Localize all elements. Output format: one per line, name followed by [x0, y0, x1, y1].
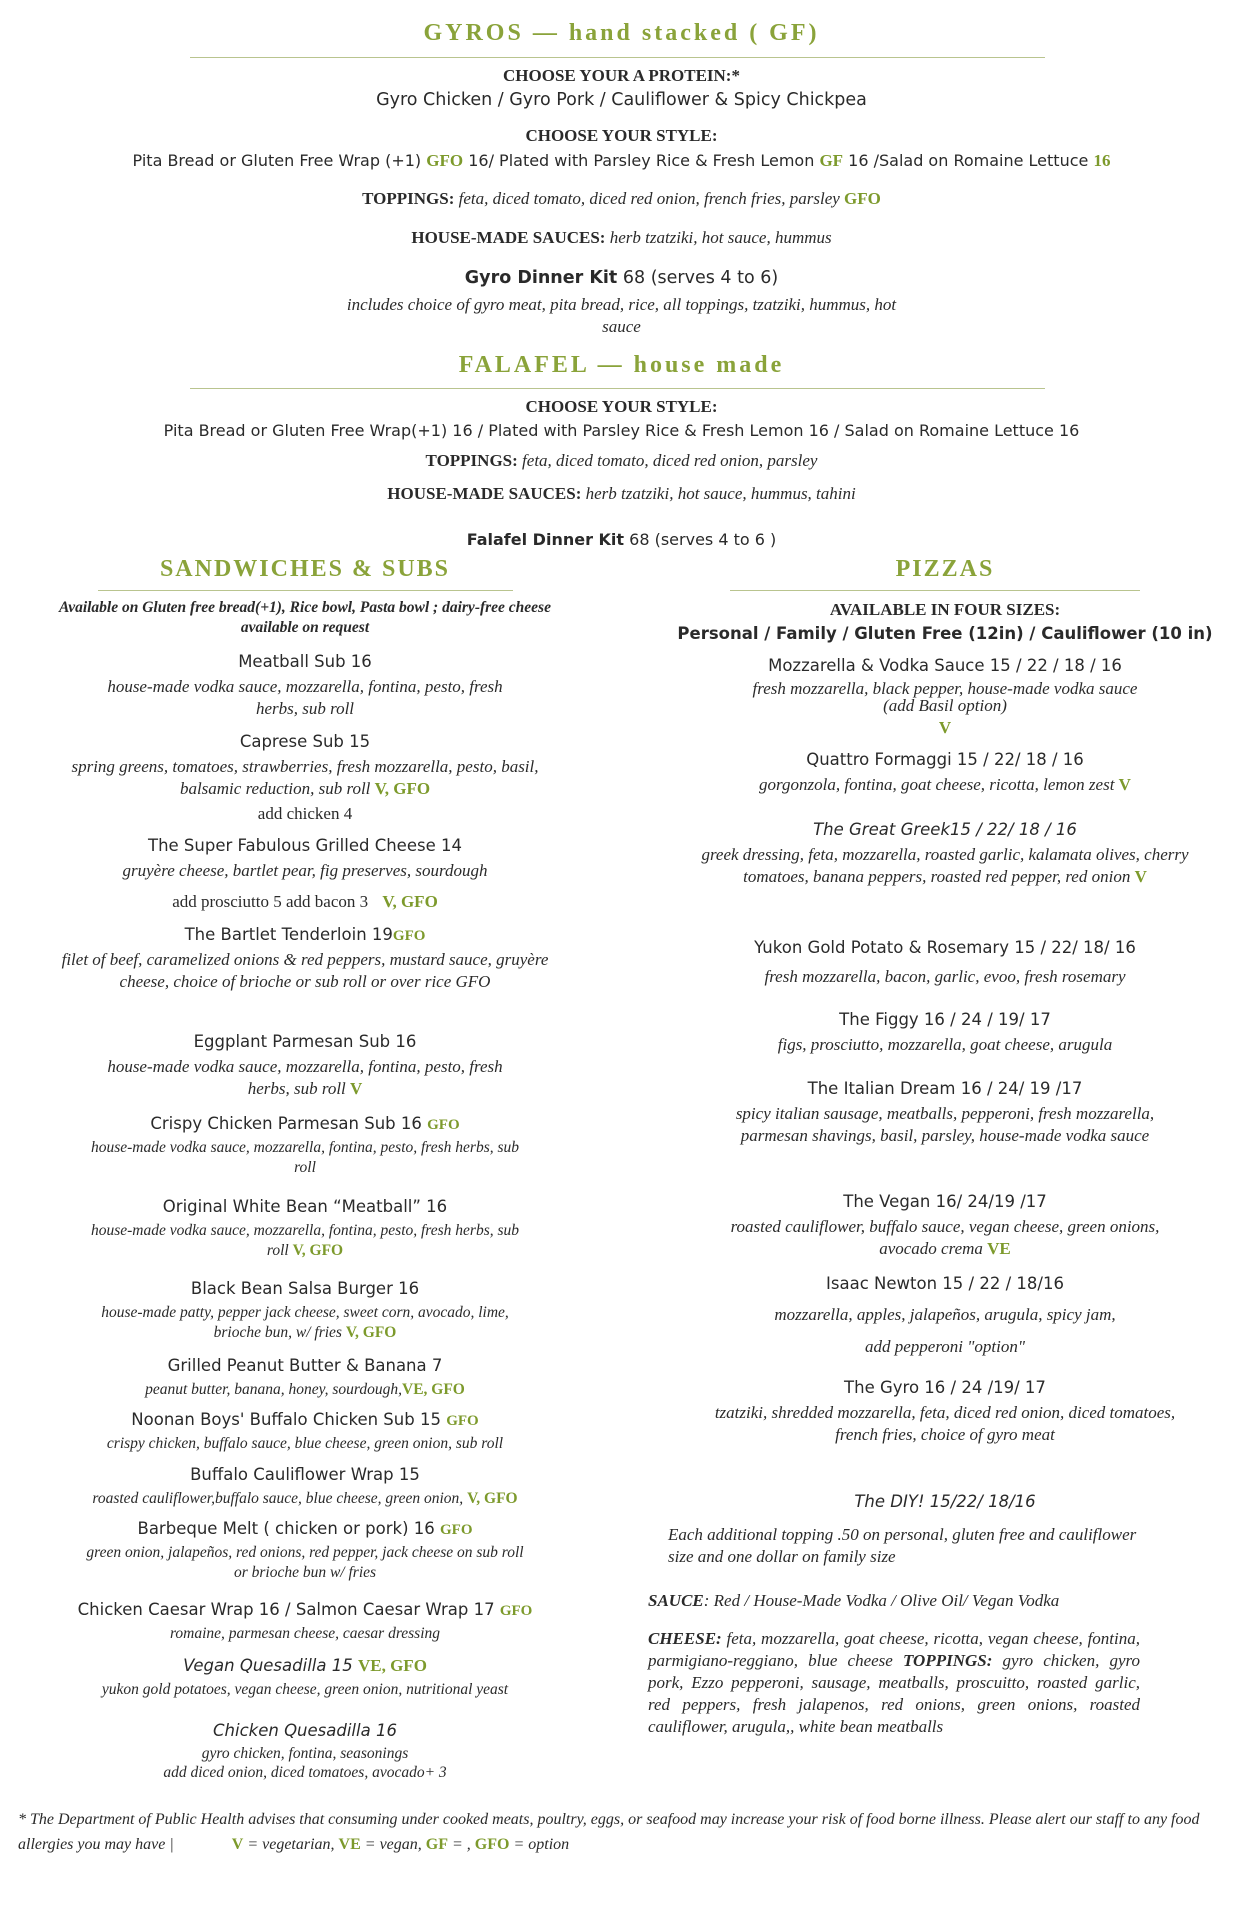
falafel-kit: [0, 530, 1243, 549]
gyros-kit: [0, 268, 1243, 288]
pizza-basil-option: (add Basil option): [883, 696, 1007, 715]
sandwich-item-desc: house-made vodka sauce, mozzarella, fontina, pesto, fresh herbs, sub roll: [107, 677, 503, 719]
sandwich-desc-text: house-made vodka sauce, mozzarella, fontina, pesto, fresh herbs, sub roll: [107, 1057, 503, 1099]
legend-v: V: [231, 1835, 244, 1853]
sandwich-item-name: [40, 1519, 570, 1539]
falafel-toppings-text: feta, diced tomato, diced red onion, parsley: [522, 451, 818, 470]
falafel-kit-price: 68 (serves 4 to 6 ): [629, 530, 777, 549]
pizza-diet-tag: V: [1134, 867, 1147, 887]
sandwich-name-text: Chicken Caesar Wrap 16 / Salmon Caesar Wrap 17: [77, 1600, 495, 1619]
falafel-style-heading: CHOOSE YOUR STYLE:: [525, 397, 718, 416]
pizza-item-name: The Italian Dream 16 / 24/ 19 /17: [807, 1079, 1083, 1098]
caprese-add: add chicken 4: [257, 804, 353, 823]
grilled-cheese-add-text: add prosciutto 5 add bacon 3: [172, 892, 369, 911]
sandwich-desc-text: house-made vodka sauce, mozzarella, fontina, pesto, fresh herbs, sub roll: [90, 1222, 520, 1260]
sandwich-item-name: Black Bean Salsa Burger 16: [190, 1279, 420, 1298]
pizza-item-name: The Gyro 16 / 24 /19/ 17: [844, 1378, 1046, 1397]
gyros-protein-heading: CHOOSE YOUR A PROTEIN:*: [503, 66, 740, 85]
sandwich-diet-tag: GFO: [440, 1522, 473, 1538]
sandwich-item-desc: gyro chicken, fontina, seasonings: [201, 1745, 409, 1762]
sandwich-item-name: [40, 925, 570, 945]
sandwich-item-desc: [40, 1380, 570, 1400]
pizza-item-desc: tzatziki, shredded mozzarella, feta, diced red onion, diced tomatoes, french fries, choice of gyro meat: [714, 1403, 1176, 1445]
gyros-kit-name: Gyro Dinner Kit: [464, 268, 618, 288]
sandwich-name-text: Barbeque Melt ( chicken or pork) 16: [137, 1519, 435, 1538]
sandwich-name-text: The Bartlet Tenderloin 19: [184, 925, 393, 944]
sandwich-desc-text: spring greens, tomatoes, strawberries, fresh mozzarella, pesto, basil, balsamic reduction, sub roll: [71, 757, 539, 799]
sandwich-diet-tag: GFO: [427, 1117, 460, 1133]
pizza-cheese-label: CHEESE:: [648, 1629, 722, 1648]
pizzas-sizes: Personal / Family / Gluten Free (12in) / Cauliflower (10 in): [677, 624, 1213, 643]
sandwich-name-text: Crispy Chicken Parmesan Sub 16: [150, 1114, 422, 1133]
gyros-protein-options: Gyro Chicken / Gyro Pork / Cauliflower & Spicy Chickpea: [376, 90, 867, 110]
pizza-sauce-label: SAUCE: [648, 1591, 704, 1610]
falafel-toppings-label: TOPPINGS:: [425, 451, 518, 470]
gyros-rule: [190, 57, 1045, 58]
sandwich-item-desc: [85, 1221, 525, 1261]
legend-ve: VE: [338, 1835, 361, 1853]
sandwich-item-desc: romaine, parmesan cheese, caesar dressing: [169, 1625, 441, 1642]
pizza-item-desc: fresh mozzarella, black pepper, house-made vodka sauce: [752, 679, 1138, 698]
gyros-toppings-tag: GFO: [844, 189, 881, 208]
sandwich-desc-text: roasted cauliflower,buffalo sauce, blue cheese, green onion,: [92, 1490, 464, 1507]
sandwich-item-name: Buffalo Cauliflower Wrap 15: [190, 1465, 420, 1484]
sandwich-name-text: Vegan Quesadilla 15: [183, 1656, 353, 1675]
pizzas-title: PIZZAS: [895, 556, 995, 582]
sandwich-item-desc: [80, 1303, 530, 1343]
sandwich-item-name: Grilled Peanut Butter & Banana 7: [167, 1356, 443, 1375]
sandwich-item-name: [40, 1656, 570, 1676]
pizza-item-name: The Great Greek15 / 22/ 18 / 16: [813, 820, 1077, 839]
gyros-style-a-tag: GFO: [426, 151, 464, 170]
quesadilla-add: add diced onion, diced tomatoes, avocado+ 3: [163, 1764, 447, 1781]
sandwich-item-desc: [70, 756, 540, 800]
sandwich-diet-tag: VE, GFO: [357, 1656, 427, 1675]
pizza-sauce-text: : Red / House-Made Vodka / Olive Oil/ Vegan Vodka: [703, 1591, 1060, 1610]
falafel-sauces-label: HOUSE-MADE SAUCES:: [387, 484, 582, 503]
sandwich-item-name: Meatball Sub 16: [238, 652, 372, 671]
footer-disclaimer: [18, 1808, 1218, 1858]
pizza-item-name: Mozzarella & Vodka Sauce 15 / 22 / 18 / 16: [768, 656, 1122, 675]
sandwich-item-name: The Super Fabulous Grilled Cheese 14: [148, 836, 462, 855]
pizza-item-desc: [700, 844, 1190, 888]
gyros-sauces-label: HOUSE-MADE SAUCES:: [411, 228, 606, 247]
sandwich-item-name: Original White Bean “Meatball” 16: [162, 1197, 448, 1216]
sandwich-item-name: Eggplant Parmesan Sub 16: [193, 1032, 417, 1051]
pizza-item-desc: fresh mozzarella, bacon, garlic, evoo, fresh rosemary: [764, 967, 1126, 986]
sandwich-item-desc: [40, 1489, 570, 1509]
pizza-cheese-text: feta, mozzarella, goat cheese, ricotta, vegan cheese, fontina, parmigiano-reggiano, blue cheese: [648, 1629, 1140, 1671]
sandwich-diet-tag: GFO: [446, 1413, 479, 1429]
sandwich-item-name: Caprese Sub 15: [239, 732, 371, 751]
sandwich-name-text: Noonan Boys' Buffalo Chicken Sub 15: [131, 1410, 441, 1429]
legend-ve-text: = vegan,: [364, 1835, 422, 1853]
gyros-toppings-text: feta, diced tomato, diced red onion, french fries, parsley: [458, 189, 840, 208]
pizzas-sizes-heading: AVAILABLE IN FOUR SIZES:: [829, 600, 1061, 619]
pizza-pepperoni-option: add pepperoni "option": [864, 1337, 1026, 1356]
legend-v-text: = vegetarian,: [247, 1835, 335, 1853]
sandwich-item-desc: gruyère cheese, bartlet pear, fig preserves, sourdough: [122, 861, 488, 880]
pizza-desc-text: gorgonzola, fontina, goat cheese, ricotta, lemon zest: [759, 775, 1115, 794]
falafel-sauces: [0, 484, 1243, 504]
pizza-toppings-label: TOPPINGS:: [902, 1651, 993, 1671]
sandwich-item-desc: green onion, jalapeños, red onions, red pepper, jack cheese on sub roll or brioche bun w/ fries: [86, 1544, 524, 1582]
gyros-sauces-text: herb tzatziki, hot sauce, hummus: [609, 228, 832, 247]
sandwich-item-desc: yukon gold potatoes, vegan cheese, green onion, nutritional yeast: [101, 1681, 509, 1698]
pizza-item-name: Yukon Gold Potato & Rosemary 15 / 22/ 18/ 16: [754, 938, 1136, 957]
sandwich-diet-tag: GFO: [392, 928, 426, 944]
sandwich-item-desc: crispy chicken, buffalo sauce, blue cheese, green onion, sub roll: [106, 1435, 504, 1452]
gyros-style-c: 16 /Salad on Romaine Lettuce: [848, 151, 1089, 170]
gyros-style-a: Pita Bread or Gluten Free Wrap (+1): [132, 151, 422, 170]
pizza-diet-tag: V: [938, 718, 952, 737]
sandwich-item-name: [40, 1114, 570, 1134]
sandwich-diet-tag: V, GFO: [345, 1324, 397, 1342]
pizza-diet-tag: V: [1118, 775, 1131, 794]
gyros-kit-price: 68 (serves 4 to 6): [622, 268, 779, 288]
gyros-toppings-label: TOPPINGS:: [362, 189, 455, 208]
legend-gf: GF: [425, 1835, 448, 1853]
grilled-cheese-add: [40, 892, 570, 912]
sandwiches-rule: [98, 590, 513, 591]
pizza-item-desc: spicy italian sausage, meatballs, pepperoni, fresh mozzarella, parmesan shavings, basil, parsley, house-made vodka sauce: [735, 1104, 1155, 1146]
sandwich-diet-tag: V, GFO: [374, 779, 431, 799]
falafel-title: FALAFEL — house made: [458, 352, 785, 378]
falafel-rule: [190, 388, 1045, 389]
sandwich-desc-text: house-made patty, pepper jack cheese, sweet corn, avocado, lime, brioche bun, w/ fries: [101, 1304, 509, 1342]
pizza-item-desc: [690, 774, 1200, 796]
gyros-style-options: [0, 151, 1243, 171]
sandwiches-note: Available on Gluten free bread(+1), Rice bowl, Pasta bowl ; dairy-free cheese available on request: [59, 599, 551, 637]
sandwich-item-name: [40, 1410, 570, 1430]
sandwich-diet-tag: VE, GFO: [402, 1381, 465, 1398]
sandwich-item-desc: filet of beef, caramelized onions & red peppers, mustard sauce, gruyère cheese, choice of brioche or sub roll or over rice GFO: [61, 950, 549, 992]
sandwich-desc-text: peanut butter, banana, honey, sourdough,: [145, 1381, 402, 1398]
sandwich-diet-tag: V, GFO: [382, 892, 438, 911]
pizza-desc-text: roasted cauliflower, buffalo sauce, vegan cheese, green onions, avocado crema: [730, 1217, 1160, 1259]
legend-gf-text: = ,: [452, 1835, 471, 1853]
sandwiches-title: SANDWICHES & SUBS: [159, 556, 451, 582]
pizza-item-desc: figs, prosciutto, mozzarella, goat cheese, arugula: [777, 1035, 1113, 1054]
pizza-desc-text: greek dressing, feta, mozzarella, roasted garlic, kalamata olives, cherry tomatoes, banana peppers, roasted red pepper, red onion: [701, 845, 1189, 887]
legend-gfo: GFO: [474, 1835, 510, 1853]
gyros-toppings: [0, 189, 1243, 209]
sandwich-diet-tag: V: [350, 1079, 363, 1099]
pizza-sauce: [648, 1590, 1168, 1612]
sandwich-item-name: [40, 1600, 570, 1620]
pizza-toppings-text: gyro chicken, gyro pork, Ezzo pepperoni, sausage, meatballs, proscuitto, roasted garlic, red peppers, fresh jalapenos, red onions, green onions, roasted cauliflower, arugula,, white bean meatballs: [648, 1651, 1141, 1737]
pizza-diet-tag: VE: [987, 1239, 1011, 1259]
footer-text: * The Department of Public Health advises that consuming under cooked meats, poultry, eggs, or seafood may increase your risk of food borne illness. Please alert our staff to any food allergies you may have |: [18, 1811, 1200, 1853]
sandwich-item-desc: house-made vodka sauce, mozzarella, fontina, pesto, fresh herbs, sub roll: [90, 1139, 520, 1177]
pizza-item-name: The Figgy 16 / 24 / 19/ 17: [839, 1010, 1051, 1029]
falafel-style-options: Pita Bread or Gluten Free Wrap(+1) 16 / Plated with Parsley Rice & Fresh Lemon 16 / Salad on Romaine Lettuce 16: [163, 421, 1080, 440]
gyros-title: GYROS — hand stacked ( GF): [423, 20, 820, 46]
gyros-style-heading: CHOOSE YOUR STYLE:: [525, 126, 718, 145]
pizza-item-name: The Vegan 16/ 24/19 /17: [843, 1192, 1047, 1211]
sandwich-diet-tag: V, GFO: [292, 1242, 344, 1260]
legend-gfo-text: = option: [513, 1835, 570, 1853]
gyros-style-b: 16/ Plated with Parsley Rice & Fresh Lemon: [468, 151, 815, 170]
sandwich-diet-tag: V, GFO: [467, 1490, 518, 1507]
sandwich-item-name: Chicken Quesadilla 16: [213, 1721, 397, 1740]
gyros-style-c-price: 16: [1093, 151, 1111, 170]
gyros-kit-desc: includes choice of gyro meat, pita bread, rice, all toppings, tzatziki, hummus, hot sauce: [346, 295, 897, 337]
pizza-item-name: Quattro Formaggi 15 / 22/ 18 / 16: [806, 750, 1084, 769]
pizza-diy-desc: Each additional topping .50 on personal, gluten free and cauliflower size and one dollar on family size: [668, 1525, 1137, 1567]
pizza-cheese-toppings: [648, 1628, 1140, 1738]
sandwich-diet-tag: GFO: [499, 1603, 533, 1619]
pizza-diy-name: The DIY! 15/22/ 18/16: [854, 1492, 1036, 1511]
falafel-toppings: [0, 451, 1243, 471]
falafel-kit-name: Falafel Dinner Kit: [466, 530, 625, 549]
pizza-item-desc: mozzarella, apples, jalapeños, arugula, spicy jam,: [774, 1305, 1116, 1324]
sandwich-item-desc: [85, 1056, 525, 1100]
pizza-item-name: Isaac Newton 15 / 22 / 18/16: [826, 1274, 1064, 1293]
falafel-sauces-text: herb tzatziki, hot sauce, hummus, tahini: [585, 484, 856, 503]
gyros-style-b-tag: GF: [819, 151, 844, 170]
pizza-item-desc: [700, 1216, 1190, 1260]
gyros-sauces: [0, 228, 1243, 248]
pizzas-rule: [730, 590, 1140, 591]
